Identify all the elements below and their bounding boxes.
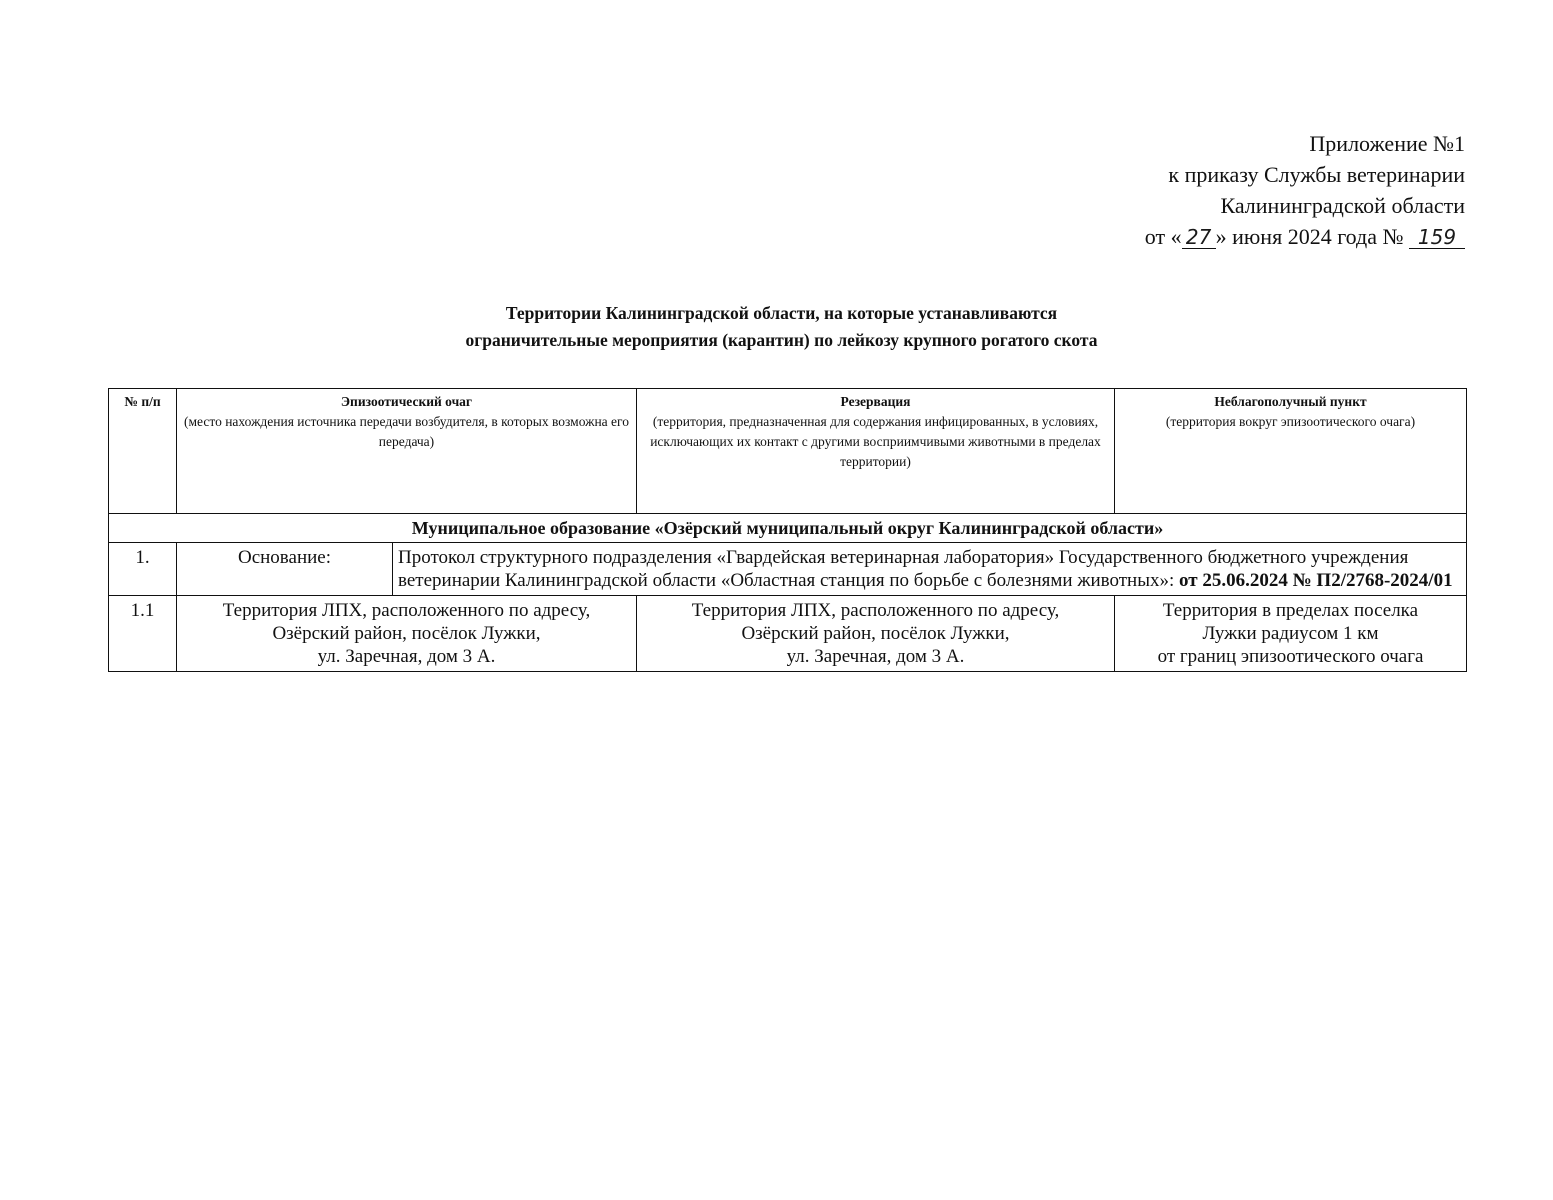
date-prefix: от «: [1144, 224, 1182, 249]
table-row: [109, 596, 1467, 672]
row-1-1-focus: [177, 596, 637, 672]
header-focus: [177, 389, 637, 514]
header-reservation: [637, 389, 1115, 514]
handwritten-order-number: 159: [1409, 226, 1465, 249]
appendix-order-ref: к приказу Службы ветеринарии: [1168, 162, 1465, 187]
quarantine-table: [108, 388, 1467, 672]
focus-line-2: Озёрский район, посёлок Лужки,: [272, 623, 541, 644]
reservation-line-2: Озёрский район, посёлок Лужки,: [741, 623, 1010, 644]
header-reservation-desc: (территория, предназначенная для содержания инфицированных, в условиях, исключающих их контакт с другими восприимчивыми животными в пределах территории): [650, 414, 1101, 469]
municipality-name: Муниципальное образование «Озёрский муниципальный округ Калининградской области»: [109, 514, 1467, 543]
date-suffix: » июня 2024 года №: [1215, 224, 1404, 249]
header-point-title: Неблагополучный пункт: [1214, 394, 1367, 409]
focus-line-3: ул. Заречная, дом 3 А.: [317, 646, 496, 667]
row-1-1-point: [1115, 596, 1467, 672]
basis-protocol-ref: от 25.06.2024 № П2/2768-2024/01: [1179, 570, 1453, 591]
row-1-label: Основание:: [177, 543, 393, 596]
header-focus-desc: (место нахождения источника передачи возбудителя, в которых возможна его передача): [184, 414, 629, 449]
point-line-3: от границ эпизоотического очага: [1157, 646, 1424, 667]
table-row: [109, 543, 1467, 596]
header-focus-title: Эпизоотический очаг: [340, 394, 473, 409]
header-point-desc: (территория вокруг эпизоотического очага): [1165, 414, 1416, 429]
header-num-label: № п/п: [124, 394, 161, 409]
appendix-date-line: [1145, 221, 1465, 252]
focus-line-1: Территория ЛПХ, расположенного по адресу,: [222, 600, 591, 621]
row-1-1-reservation: [637, 596, 1115, 672]
row-1-1-num: 1.1: [109, 596, 177, 672]
header-num: [109, 389, 177, 514]
appendix-block: [1145, 128, 1465, 252]
header-reservation-title: Резервация: [840, 394, 911, 409]
header-point: [1115, 389, 1467, 514]
document-title: [0, 300, 1553, 354]
title-line-2: ограничительные мероприятия (карантин) по лейкозу крупного рогатого скота: [465, 330, 1098, 350]
header-row: [109, 389, 1467, 514]
municipality-row: [109, 514, 1467, 543]
reservation-line-3: ул. Заречная, дом 3 А.: [786, 646, 965, 667]
row-1-num: 1.: [109, 543, 177, 596]
basis-text: Протокол структурного подразделения «Гвардейская ветеринарная лаборатория» Государственного бюджетного учреждения ветеринарии Калининградской области «Областная станция по борьбе с болезнями животных»:: [398, 547, 1409, 591]
point-line-1: Территория в пределах поселка: [1162, 600, 1419, 621]
title-line-1: Территории Калининградской области, на которые устанавливаются: [505, 303, 1058, 323]
reservation-line-1: Территория ЛПХ, расположенного по адресу,: [691, 600, 1060, 621]
handwritten-day: 27: [1182, 226, 1216, 249]
appendix-region: Калининградской области: [1220, 193, 1465, 218]
point-line-2: Лужки радиусом 1 км: [1202, 623, 1379, 644]
row-1-basis: [393, 543, 1467, 596]
appendix-title: Приложение №1: [1309, 131, 1465, 156]
